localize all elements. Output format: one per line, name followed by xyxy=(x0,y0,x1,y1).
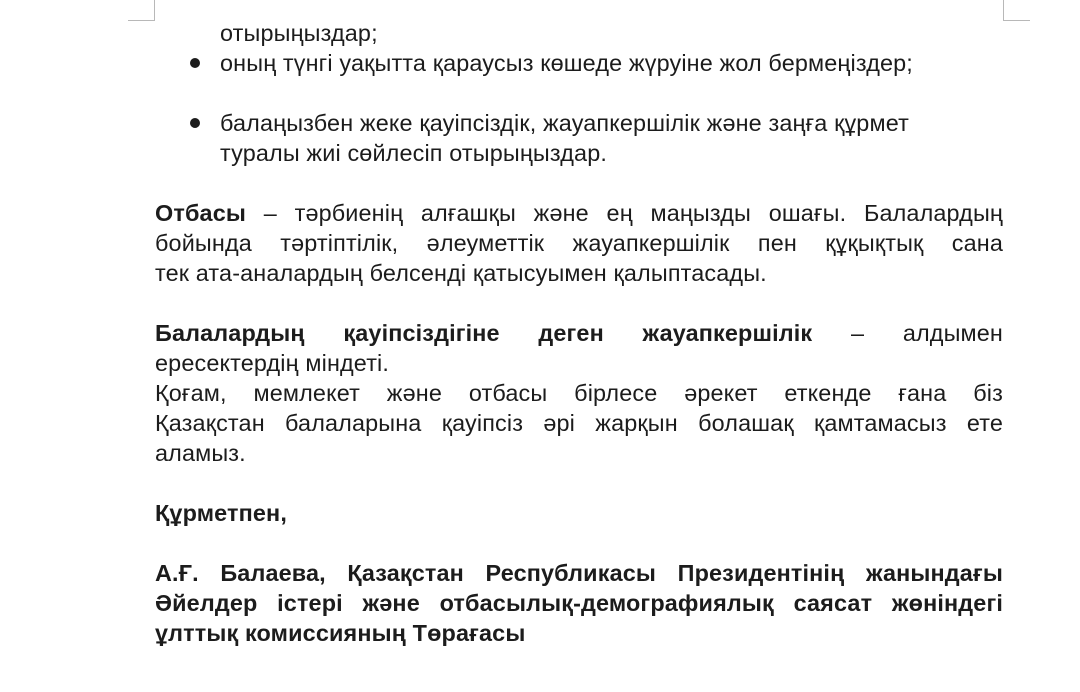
bullet-item xyxy=(155,48,1003,78)
bullet-list xyxy=(155,18,1003,168)
paragraph-line: аламыз. xyxy=(155,440,246,466)
paragraph-responsibility xyxy=(155,318,1003,468)
bold-phrase: Балалардың қауіпсіздігіне деген жауапкершілік xyxy=(155,320,813,346)
document-page xyxy=(155,18,1003,648)
page-corner-marker-right xyxy=(1003,0,1030,21)
signature-line: Әйелдер істері және отбасылық-демографиялық саясат жөніндегі xyxy=(155,590,1003,616)
signature-line: ұлттық комиссияның Төрағасы xyxy=(155,620,526,646)
paragraph-family xyxy=(155,198,1003,288)
paragraph-line xyxy=(155,318,1003,348)
paragraph-line: Қоғам, мемлекет және отбасы бірлесе әрекет еткенде ғана біз xyxy=(155,380,1003,406)
bullet-item-text: оның түнгі уақытта қараусыз көшеде жүруіне жол бермеңіздер; xyxy=(220,50,913,76)
paragraph-line: тек ата-аналардың белсенді қатысуымен қалыптасады. xyxy=(155,260,767,286)
signature-line: А.Ғ. Балаева, Қазақстан Республикасы Президентінің жанындағы xyxy=(155,560,1003,586)
bullet-dot-icon xyxy=(190,58,200,68)
paragraph-line: бойында тәртіптілік, әлеуметтік жауапкершілік пен құқықтық сана xyxy=(155,230,1003,256)
bullet-continuation-text: отырыңыздар; xyxy=(220,20,378,46)
paragraph-line: Қазақстан балаларына қауіпсіз әрі жарқын болашақ қамтамасыз ете xyxy=(155,410,1003,436)
bullet-dot-icon xyxy=(190,118,200,128)
signature-block xyxy=(155,558,1003,648)
closing-salutation: Құрметпен, xyxy=(155,500,287,526)
bold-term: Отбасы xyxy=(155,200,246,226)
paragraph-line: ересектердің міндеті. xyxy=(155,350,390,376)
paragraph-line xyxy=(155,198,1003,228)
page-corner-marker-left xyxy=(128,0,155,21)
bullet-item-text-continuation: туралы жиі сөйлесіп отырыңыздар. xyxy=(220,140,608,166)
paragraph-text: – алдымен xyxy=(812,320,1003,346)
bullet-item xyxy=(155,108,1003,138)
paragraph-text: – тәрбиенің алғашқы және ең маңызды ошағы. Балалардың xyxy=(246,200,1003,226)
bullet-item-text: балаңызбен жеке қауіпсіздік, жауапкершілік және заңға құрмет xyxy=(220,110,909,136)
